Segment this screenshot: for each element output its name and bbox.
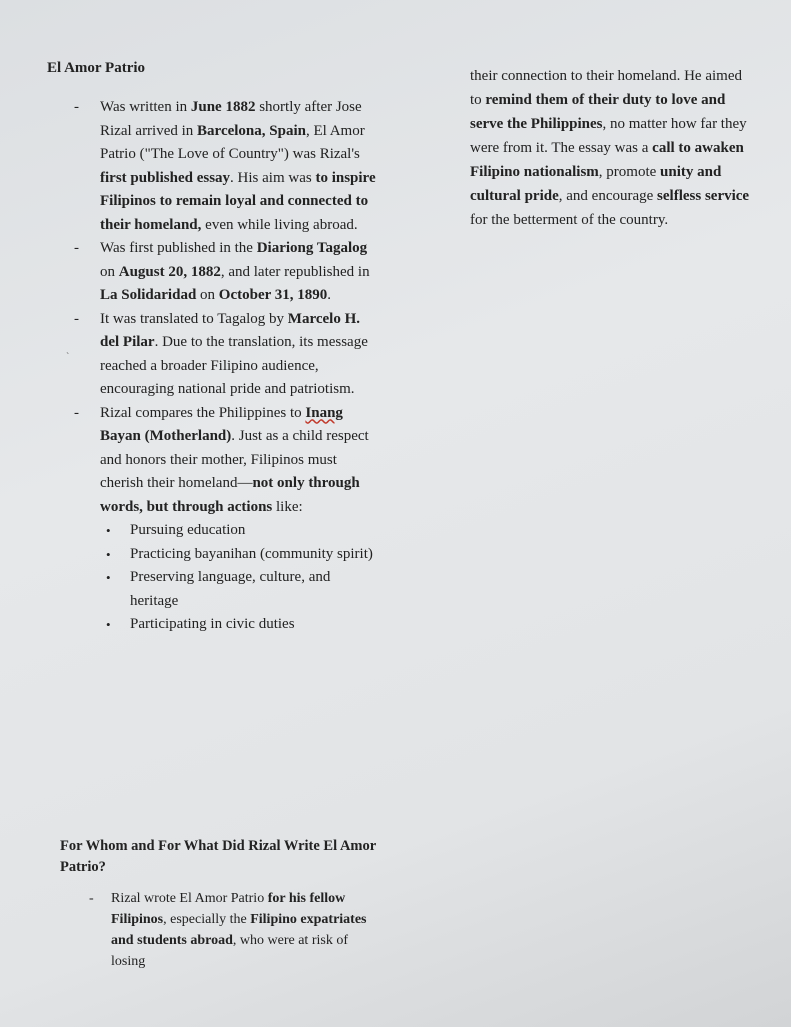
text-run: , and encourage: [558, 188, 658, 204]
bullet-dot-icon: •: [106, 617, 111, 632]
text-run: Was first published in the: [100, 240, 257, 256]
dash-list-item: [74, 402, 380, 520]
bold-text: remind them of their duty to love and serve the Philippines: [470, 92, 726, 132]
text-run: It was translated to Tagalog by: [100, 310, 288, 327]
text-run: , and later republished in: [220, 263, 370, 280]
bullet-item: [106, 543, 380, 567]
bold-text: October 31, 1890: [218, 287, 328, 303]
text-run: , no matter how far they were from it. The essay was a: [470, 116, 747, 156]
bullet-text: Preserving language, culture, and heritage: [130, 569, 331, 609]
text-run: on: [196, 287, 219, 303]
bullet-dot-icon: •: [106, 523, 111, 538]
dash-list-item: [74, 237, 380, 308]
text-run: . Due to the translation, its message reached a broader Filipino audience, encouraging national pride and patriotism.: [100, 334, 368, 397]
dash-marker: -: [89, 891, 94, 906]
text-run: Was written in: [100, 99, 191, 115]
dash-list-item: [74, 96, 380, 237]
bold-text: Inang: [305, 404, 343, 421]
dash-marker: -: [74, 310, 79, 327]
text-run: for the betterment of the country.: [470, 212, 669, 228]
bullet-dot-icon: •: [106, 570, 111, 585]
dash-marker: -: [74, 404, 79, 421]
bold-text: La Solidaridad: [100, 287, 197, 303]
dash-marker: -: [74, 99, 79, 115]
bold-text: June 1882: [190, 99, 256, 115]
bullet-text: Pursuing education: [130, 522, 246, 538]
bottom-list-item: [89, 888, 371, 972]
bold-text: selfless service: [657, 188, 750, 204]
bold-text: unity and cultural pride: [470, 164, 722, 204]
bold-text: not only through words, but through actions: [100, 475, 360, 515]
bullet-item: [106, 566, 380, 613]
text-run: even while living abroad.: [201, 216, 358, 233]
bottom-list: [89, 888, 371, 972]
bold-text: Bayan (Motherland): [100, 428, 232, 444]
text-run: . His aim was: [230, 169, 316, 186]
bullet-dot-icon: •: [106, 546, 111, 562]
text-run: their connection to their homeland. He aimed to: [470, 68, 742, 108]
bold-text: to inspire Filipinos to remain loyal and connected to their homeland,: [100, 169, 376, 233]
bold-text: first published essay: [100, 169, 231, 186]
bullet-text: Practicing bayanihan (community spirit): [130, 545, 373, 562]
bold-text: Marcelo H. del Pilar: [100, 310, 360, 350]
bullet-text: Participating in civic duties: [130, 616, 295, 632]
text-run: , who were at risk of losing: [111, 933, 348, 969]
stray-mark: `: [66, 352, 70, 363]
dash-list: [74, 96, 380, 519]
right-column-paragraph: [470, 64, 750, 232]
bold-text: Filipino expatriates and students abroad: [111, 912, 367, 948]
bullet-item: [106, 613, 380, 637]
left-column: [74, 96, 380, 637]
bold-text: Diariong Tagalog: [256, 240, 368, 256]
document-title: El Amor Patrio: [47, 60, 146, 76]
dash-marker: -: [74, 240, 79, 256]
bullet-item: [106, 519, 380, 543]
text-run: like:: [272, 498, 303, 515]
bold-text: Barcelona, Spain: [197, 122, 306, 139]
text-run: Rizal compares the Philippines to: [100, 404, 306, 421]
bold-text: August 20, 1882: [118, 263, 221, 280]
text-run: Rizal wrote El Amor Patrio: [111, 891, 268, 906]
section-heading: For Whom and For What Did Rizal Write El Amor Patrio?: [60, 838, 376, 875]
text-run: .: [327, 287, 332, 303]
bold-text: for his fellow Filipinos: [111, 891, 346, 927]
text-run: , especially the: [163, 912, 251, 927]
text-run: , promote: [598, 164, 661, 180]
bullet-list: [106, 519, 380, 637]
text-run: on: [100, 263, 119, 280]
text-run: , El Amor Patrio ("The Love of Country") was Rizal's: [100, 122, 365, 162]
bold-text: call to awaken Filipino nationalism: [470, 140, 744, 180]
text-run: shortly after Jose Rizal arrived in: [100, 99, 362, 139]
dash-list-item: [74, 308, 380, 402]
text-run: . Just as a child respect and honors their mother, Filipinos must cherish their homeland—: [100, 428, 369, 491]
